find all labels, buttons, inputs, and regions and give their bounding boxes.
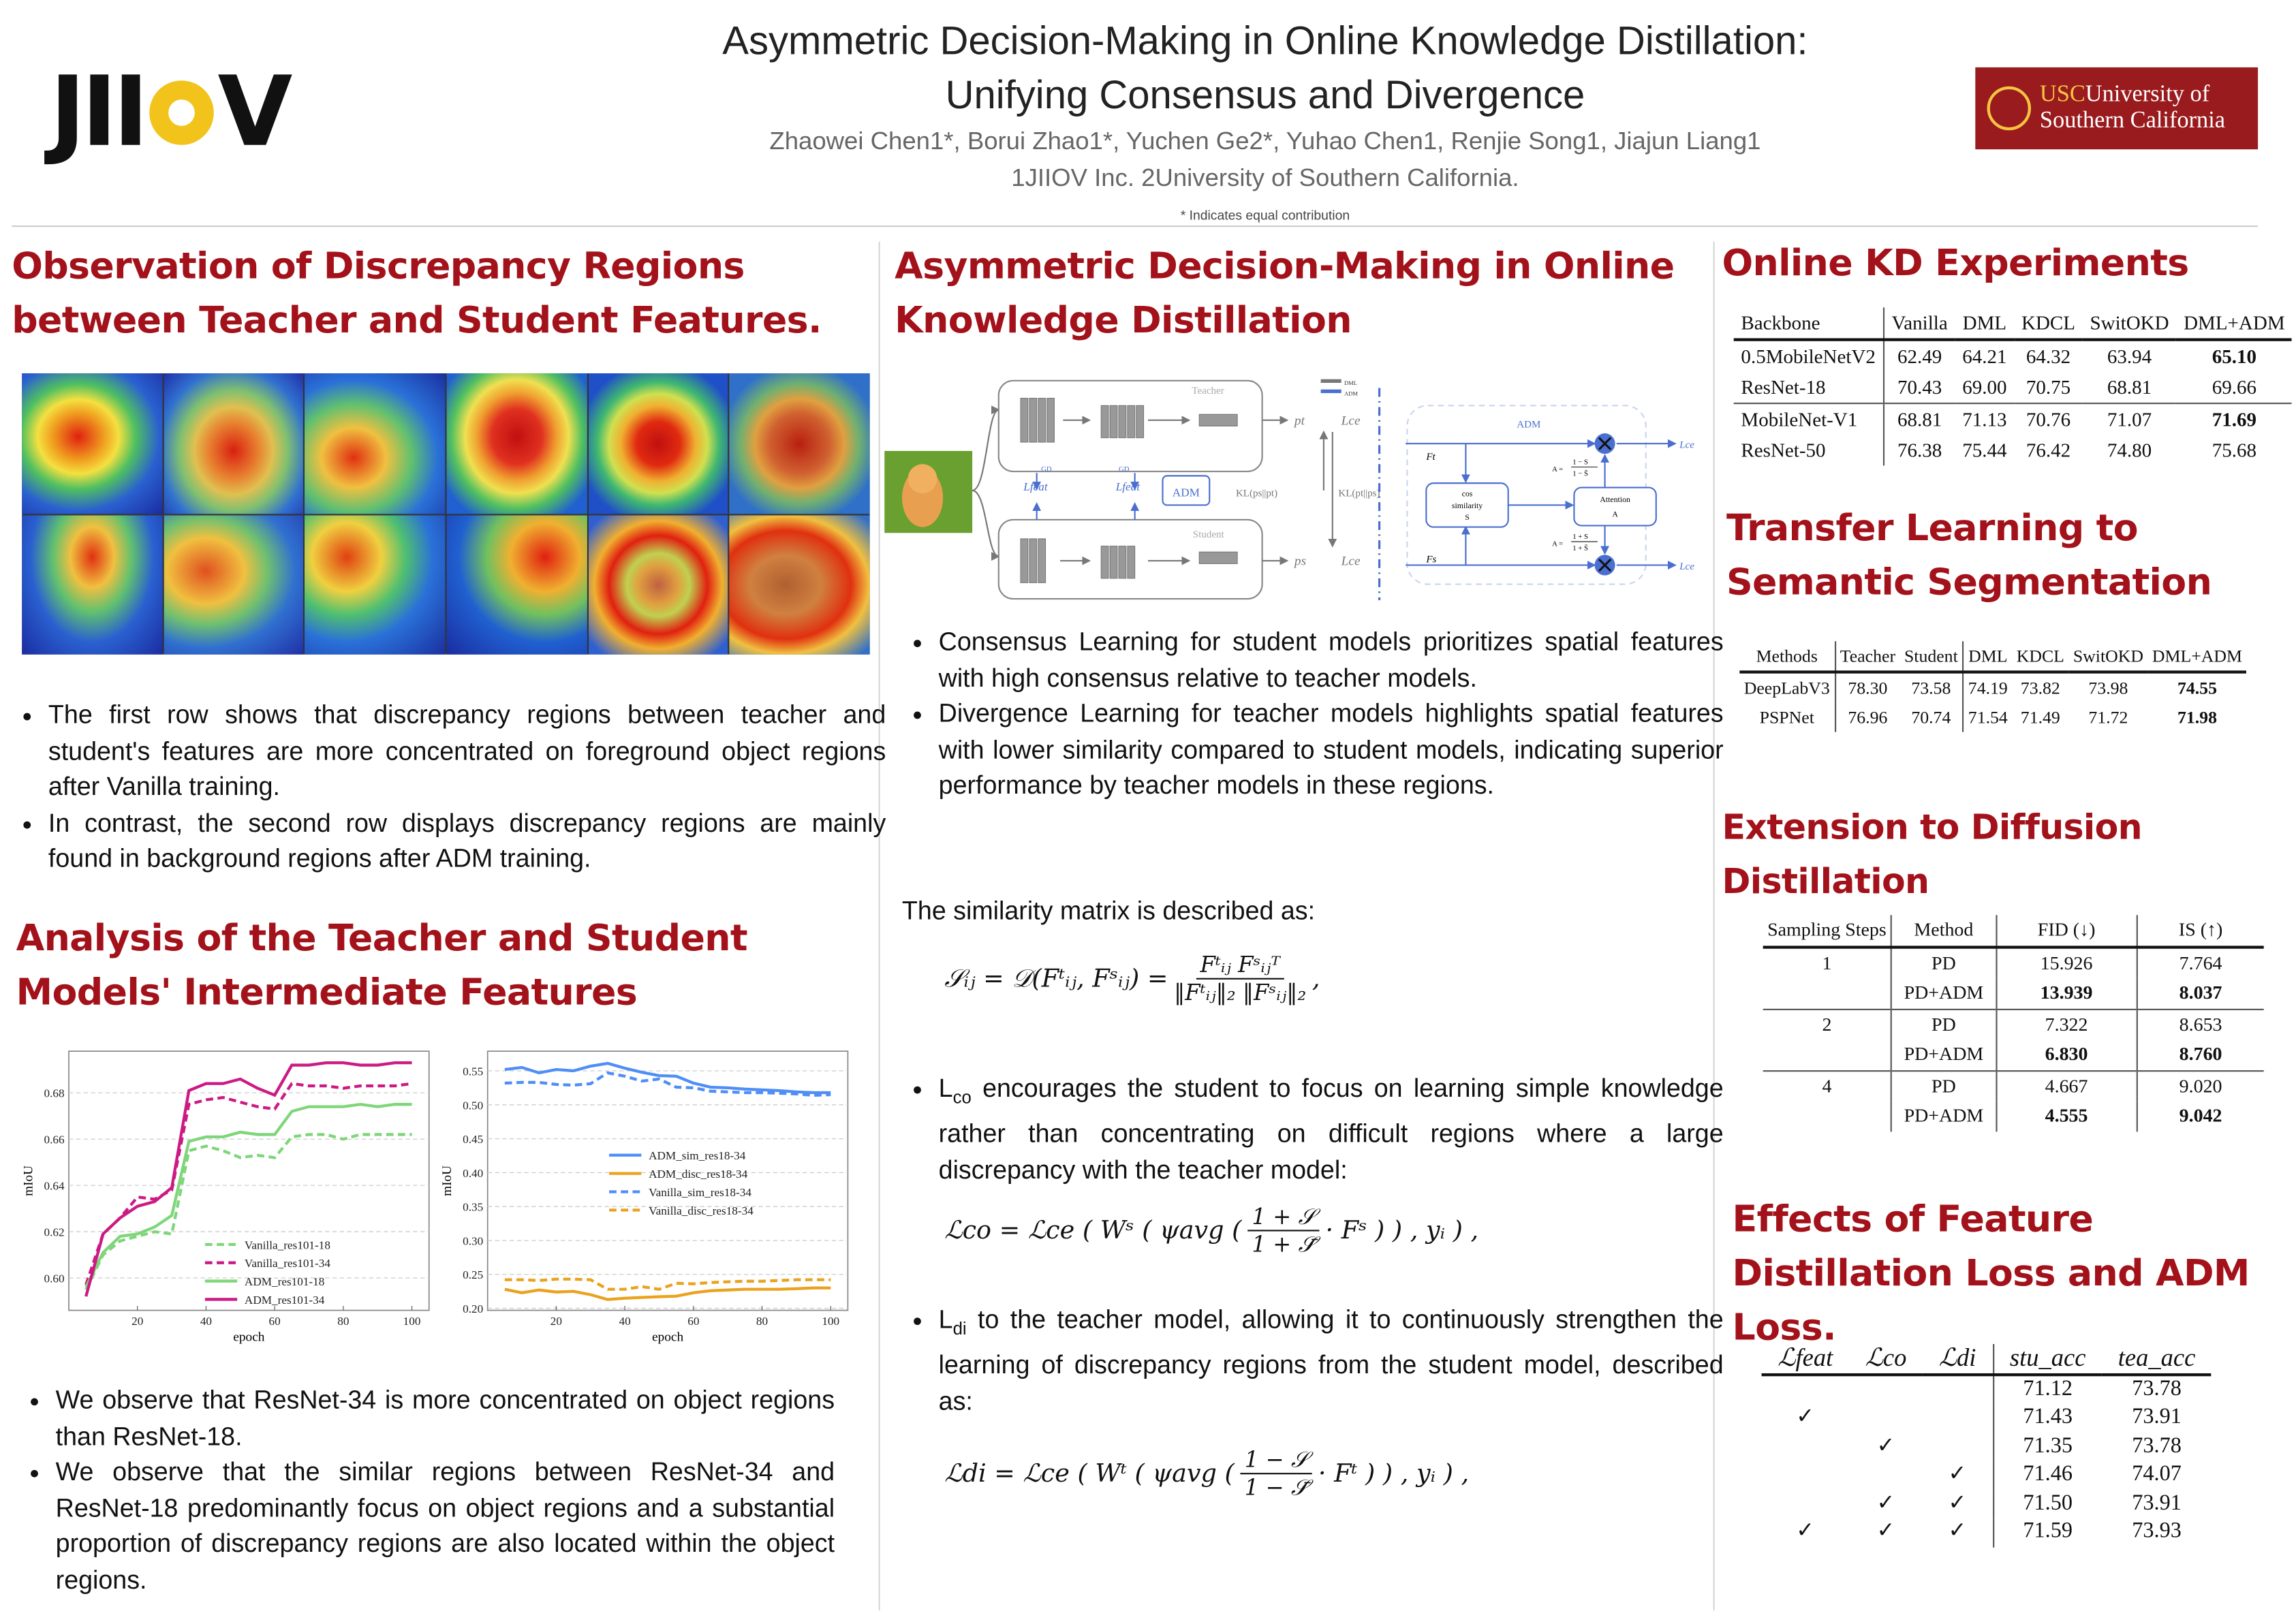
lce-label: Lce <box>1341 413 1361 428</box>
heatmap-image <box>446 373 587 513</box>
eq1-num: Fᵗᵢⱼ Fˢᵢⱼᵀ <box>1196 952 1284 980</box>
table-cell: 9.020 <box>2137 1070 2264 1101</box>
table-header: DML <box>1963 641 2012 672</box>
authors: Zhaowei Chen1*, Borui Zhao1*, Yuchen Ge2*, Yuhao Chen1, Renjie Song1, Jiajun Liang1 <box>769 127 1761 155</box>
table-cell: ResNet-18 <box>1734 372 1884 403</box>
title-line-2: Unifying Consensus and Divergence <box>945 73 1585 117</box>
table-cell: 71.98 <box>2177 706 2217 728</box>
x-tick-label: 20 <box>550 1315 562 1328</box>
heatmap-image <box>305 514 446 654</box>
check-icon-cell <box>1849 1374 1923 1404</box>
table-row <box>1763 1101 2264 1131</box>
section-heading-analysis: Analysis of the Teacher and Student Models' Intermediate Features <box>16 916 747 1014</box>
check-icon-cell <box>1762 1490 1849 1518</box>
check-icon-cell <box>1923 1433 1993 1461</box>
equal-contribution-note: * Indicates equal contribution <box>1180 208 1350 223</box>
table-cell: 73.91 <box>2132 1491 2182 1515</box>
table-cell: 68.81 <box>2107 375 2152 398</box>
table-cell: 74.07 <box>2132 1463 2182 1487</box>
y-axis-label: mIoU <box>439 1165 454 1196</box>
table-cell: 7.322 <box>1996 1009 2137 1040</box>
table-header: Methods <box>1756 644 1818 666</box>
heatmap-image <box>305 373 446 513</box>
kl-ps-pt-label: KL(ps||pt) <box>1235 488 1278 499</box>
header-divider <box>12 225 2258 227</box>
similarity-label: similarity <box>1451 500 1483 510</box>
x-axis-label: epoch <box>233 1330 265 1345</box>
table-cell: 71.59 <box>1993 1518 2102 1547</box>
bullet-item: • The first row shows that discrepancy regions between teacher and student's features are more concentrated on foreground object regions after Vanilla training. <box>48 697 886 805</box>
check-icon-cell: ✓ <box>1948 1491 1967 1515</box>
table-cell: 70.43 <box>1897 375 1942 398</box>
table-row <box>1734 372 2293 403</box>
adm-label: ADM <box>1172 486 1200 499</box>
lfeat-label: Lfeat <box>1115 480 1141 493</box>
check-icon-cell <box>1762 1433 1849 1461</box>
legend-label: ADM_res101-18 <box>244 1275 325 1289</box>
table-header: DML+ADM <box>2184 311 2285 333</box>
check-icon-cell: ✓ <box>1948 1463 1967 1487</box>
diffusion-table <box>1763 915 2264 1131</box>
y-tick-label: 0.60 <box>44 1272 65 1285</box>
plot-area <box>69 1051 429 1310</box>
table-cell: 75.68 <box>2212 438 2256 460</box>
check-icon-cell: ✓ <box>1876 1491 1895 1515</box>
eq1-lhs: 𝒮ᵢⱼ = 𝒟(Fᵗᵢⱼ, Fˢᵢⱼ) = <box>944 964 1168 994</box>
lco-equation <box>944 1204 1478 1258</box>
table-row <box>1763 978 2264 1009</box>
table-cell: 68.81 <box>1897 407 1942 430</box>
kl-pt-ps-label: KL(pt||ps) <box>1338 488 1380 499</box>
x-tick-label: 60 <box>268 1315 281 1328</box>
y-tick-label: 0.20 <box>463 1302 484 1316</box>
discrepancy-bullets <box>19 697 886 876</box>
heatmap-grid <box>22 373 869 655</box>
table-cell: 73.78 <box>2132 1377 2182 1401</box>
section-heading-ablation: Effects of Feature Distillation Loss and ADM Loss. <box>1732 1198 2250 1349</box>
check-icon-cell: ✓ <box>1876 1520 1895 1544</box>
check-icon-cell <box>1849 1461 1923 1490</box>
section-heading-diffusion: Extension to Diffusion Distillation <box>1722 807 2142 902</box>
cos-label: cos <box>1461 488 1473 499</box>
table-cell: PSPNet <box>1759 706 1814 728</box>
heatmap-image <box>588 373 728 513</box>
legend-label: Vanilla_disc_res18-34 <box>649 1204 754 1217</box>
y-tick-label: 0.62 <box>44 1225 65 1239</box>
table-cell: 1 <box>1822 951 1832 973</box>
table-row <box>1739 672 2246 702</box>
ps-label: ps <box>1294 554 1307 569</box>
table-cell: PD+ADM <box>1891 978 1996 1009</box>
lco-symbol: L <box>938 1073 953 1103</box>
jiiov-logo: JII V <box>50 55 288 169</box>
ablation-table <box>1762 1344 2212 1547</box>
table-row <box>1739 703 2246 732</box>
legend-label: Vanilla_res101-18 <box>244 1238 330 1252</box>
table-cell: 71.46 <box>1993 1461 2102 1490</box>
table-cell: 73.91 <box>2132 1405 2182 1430</box>
table-cell: DeepLabV3 <box>1743 677 1830 698</box>
table-cell: 69.00 <box>1962 375 2007 398</box>
table-row <box>1762 1404 2212 1433</box>
table-row <box>1762 1518 2212 1547</box>
table-header-row <box>1762 1344 2212 1374</box>
usc-seal-icon <box>1987 87 2031 130</box>
gd-label: GD <box>1041 465 1052 474</box>
table-cell: PD+ADM <box>1891 1040 1996 1070</box>
y-tick-label: 0.25 <box>463 1268 484 1282</box>
table-row <box>1734 403 2293 435</box>
legend-label: ADM_res101-34 <box>244 1293 325 1307</box>
a-top-num: 1 − S <box>1572 458 1589 467</box>
legend-adm: ADM <box>1344 390 1359 397</box>
table-header: Student <box>1904 644 1958 666</box>
check-icon-cell: ✓ <box>1876 1434 1895 1458</box>
table-header: ℒfeat <box>1778 1344 1833 1373</box>
x-tick-label: 20 <box>131 1315 144 1328</box>
table-header: KDCL <box>2016 644 2064 666</box>
similarity-intro: The similarity matrix is described as: <box>901 896 1316 926</box>
bullet-item: • Consensus Learning for student models prioritizes spatial features with high consensus relative to teacher models. <box>939 624 1724 696</box>
table-cell: PD+ADM <box>1891 1101 1996 1131</box>
table-row <box>1763 1040 2264 1070</box>
check-icon-cell: ✓ <box>1796 1520 1815 1544</box>
x-tick-label: 80 <box>337 1315 350 1328</box>
table-cell: 6.830 <box>1996 1040 2137 1070</box>
table-cell: MobileNet-V1 <box>1734 403 1884 435</box>
table-row <box>1762 1490 2212 1518</box>
table-header: Sampling Steps <box>1767 918 1887 941</box>
table-cell: 76.38 <box>1897 438 1942 460</box>
heatmap-image <box>22 514 162 654</box>
table-cell: 71.13 <box>1962 407 2007 430</box>
a-bot-den: 1 + S̄ <box>1572 544 1589 553</box>
a-eq-top: A = <box>1552 465 1564 474</box>
table-cell: 71.72 <box>2088 706 2128 728</box>
check-icon-cell <box>1923 1374 1993 1404</box>
eq2-num: 1 + 𝒮 <box>1247 1204 1320 1232</box>
y-tick-label: 0.30 <box>463 1234 484 1248</box>
y-tick-label: 0.50 <box>463 1099 484 1112</box>
table-cell: 13.939 <box>1996 978 2137 1009</box>
table-header: Vanilla <box>1891 311 1948 333</box>
x-axis-label: epoch <box>651 1330 684 1345</box>
lco-sub: co <box>952 1087 972 1108</box>
check-icon-cell <box>1923 1404 1993 1433</box>
heatmap-image <box>588 514 728 654</box>
table-row <box>1762 1374 2212 1404</box>
table-cell: 4.555 <box>1996 1101 2137 1131</box>
table-cell: 4 <box>1822 1074 1832 1097</box>
co-bullet <box>910 1070 1724 1187</box>
table-cell: 73.58 <box>1911 677 1951 698</box>
bullet-item: • Divergence Learning for teacher models highlights spatial features with lower similarity compared to student models, indicating superior performance by teacher models in these regions. <box>939 696 1724 803</box>
table-header-row <box>1739 641 2246 672</box>
heatmap-image <box>164 514 304 654</box>
table-cell: 71.69 <box>2212 407 2256 430</box>
table-header: DML+ADM <box>2152 644 2242 666</box>
eq3-den: 1 − 𝒮̄ <box>1244 1474 1308 1501</box>
table-cell: 73.93 <box>2132 1520 2182 1544</box>
table-cell: 74.55 <box>2177 677 2217 698</box>
table-cell: 73.78 <box>2132 1434 2182 1458</box>
table-row <box>1763 1070 2264 1101</box>
lco-text: encourages the student to focus on learning simple knowledge rather than concentrating on difficult regions where a large discrepancy with the teacher model: <box>938 1073 1724 1184</box>
pt-label: pt <box>1294 413 1305 428</box>
y-tick-label: 0.66 <box>44 1133 65 1146</box>
table-cell: 69.66 <box>2212 375 2256 398</box>
usc-logo <box>1975 67 2258 149</box>
lce-label: Lce <box>1341 554 1361 569</box>
x-tick-label: 60 <box>687 1315 700 1328</box>
table-cell: 75.44 <box>1962 438 2007 460</box>
table-cell: 73.98 <box>2088 677 2128 698</box>
legend-label: Vanilla_res101-34 <box>244 1257 330 1270</box>
y-tick-label: 0.45 <box>463 1133 484 1146</box>
table-cell: 71.50 <box>1993 1490 2102 1518</box>
table-cell: 70.74 <box>1911 706 1951 728</box>
table-header: Teacher <box>1835 641 1899 672</box>
table-cell: 63.94 <box>2107 345 2152 367</box>
table-row <box>1763 1009 2264 1040</box>
table-cell: 2 <box>1822 1012 1832 1035</box>
y-tick-label: 0.35 <box>463 1200 484 1214</box>
x-tick-label: 100 <box>403 1315 421 1328</box>
bullet-item: • We observe that the similar regions between ResNet-34 and ResNet-18 predominantly focus on object regions and a substantial proportion of discrepancy regions are also located within the object regions. <box>56 1454 835 1597</box>
eq1-den: ‖Fᵗᵢⱼ‖₂ ‖Fˢᵢⱼ‖₂ <box>1174 979 1307 1006</box>
eq2-lhs: ℒco = ℒce ( Wˢ ( ψavg ( <box>944 1215 1242 1245</box>
usc-mark: USC <box>2039 82 2085 107</box>
bullet-item: • We observe that ResNet-34 is more concentrated on object regions than ResNet-18. <box>56 1382 835 1454</box>
adm-module-title: ADM <box>1517 419 1541 431</box>
eq3-num: 1 − 𝒮 <box>1240 1446 1312 1474</box>
table-header-row <box>1734 307 2293 339</box>
table-header: IS (↑) <box>2137 915 2264 946</box>
plot-area <box>488 1051 848 1310</box>
x-tick-label: 40 <box>200 1315 213 1328</box>
line-chart-res101 <box>14 1042 439 1349</box>
table-cell: ResNet-50 <box>1734 435 1884 465</box>
table-cell: 76.42 <box>2026 438 2071 460</box>
table-cell: PD <box>1891 1009 1996 1040</box>
table-cell: 70.75 <box>2026 375 2071 398</box>
table-cell: 9.042 <box>2137 1101 2264 1131</box>
table-header: ℒco <box>1865 1344 1907 1373</box>
table-cell: 71.07 <box>2107 407 2152 430</box>
title-line-1: Asymmetric Decision-Making in Online Knowledge Distillation: <box>722 18 1808 63</box>
table-cell: 76.96 <box>1835 703 1899 732</box>
table-row <box>1734 340 2293 372</box>
table-cell: 7.764 <box>2137 946 2264 978</box>
attention-label: Attention <box>1600 495 1630 505</box>
table-cell: 8.037 <box>2137 978 2264 1009</box>
section-heading-online-kd: Online KD Experiments <box>1722 241 2189 284</box>
segmentation-table <box>1739 641 2246 732</box>
table-row <box>1762 1461 2212 1490</box>
table-cell <box>1763 1101 1892 1131</box>
eq1-tail: , <box>1312 964 1320 994</box>
table-cell: 71.43 <box>1993 1404 2102 1433</box>
usc-line1: University of <box>2085 82 2210 107</box>
fs-label: Fs <box>1426 554 1437 565</box>
eq3-lhs: ℒdi = ℒce ( Wᵗ ( ψavg ( <box>944 1458 1235 1488</box>
table-header: FID (↓) <box>1996 915 2137 946</box>
ldi-symbol: L <box>938 1304 953 1334</box>
table-header-row <box>1763 915 2264 946</box>
table-cell: 78.30 <box>1835 672 1899 702</box>
ft-label: Ft <box>1426 451 1436 463</box>
heatmap-image <box>446 514 587 654</box>
student-label: Student <box>1192 529 1224 540</box>
eq3-tail: · Fᵗ ) ) , yᵢ ) , <box>1318 1458 1470 1488</box>
section-heading-discrepancy: Observation of Discrepancy Regions between Teacher and Student Features. <box>12 244 822 341</box>
table-header: SwitOKD <box>2090 311 2169 333</box>
check-icon-cell <box>1762 1374 1849 1404</box>
table-cell: 64.32 <box>2026 345 2071 367</box>
table-header: KDCL <box>2021 311 2075 333</box>
table-header: Method <box>1891 915 1996 946</box>
y-axis-label: mIoU <box>21 1165 36 1196</box>
table-cell: 65.10 <box>2212 345 2256 367</box>
y-tick-label: 0.64 <box>44 1179 65 1193</box>
di-bullet <box>910 1302 1724 1419</box>
legend-label: ADM_disc_res18-34 <box>649 1168 748 1181</box>
check-icon-cell <box>1849 1404 1923 1433</box>
table-header: Backbone <box>1734 307 1884 339</box>
table-row <box>1734 435 2293 465</box>
table-cell: 71.54 <box>1963 703 2012 732</box>
framework-diagram <box>884 373 1705 608</box>
ldi-equation <box>944 1446 1469 1501</box>
table-cell: 71.12 <box>1993 1374 2102 1404</box>
affiliations: 1JIIOV Inc. 2University of Southern California. <box>1011 163 1519 192</box>
table-cell <box>1763 1040 1892 1070</box>
table-row <box>1763 946 2264 978</box>
a-label: A <box>1612 509 1618 519</box>
table-cell: 74.80 <box>2107 438 2152 460</box>
y-tick-label: 0.40 <box>463 1166 484 1180</box>
legend-adm-swatch <box>1321 390 1341 393</box>
table-cell: 71.49 <box>2020 706 2060 728</box>
heatmap-image <box>164 373 304 513</box>
table-cell: 15.926 <box>1996 946 2137 978</box>
table-cell <box>1763 978 1892 1009</box>
x-tick-label: 40 <box>619 1315 631 1328</box>
table-cell: 73.82 <box>2020 677 2060 698</box>
lfeat-label: Lfeat <box>1023 480 1048 493</box>
y-tick-label: 0.55 <box>463 1065 484 1078</box>
table-header: stu_acc <box>1993 1344 2102 1374</box>
usc-line2: Southern California <box>2039 108 2226 134</box>
gd-label: GD <box>1119 465 1130 474</box>
column-divider <box>879 242 880 1611</box>
x-tick-label: 80 <box>756 1315 769 1328</box>
bullet-item <box>939 1070 1724 1187</box>
table-cell: PD <box>1891 1070 1996 1101</box>
bullet-item <box>939 1302 1724 1419</box>
poster-title <box>557 14 1974 123</box>
table-cell: 74.19 <box>1963 672 2012 702</box>
check-icon-cell: ✓ <box>1948 1520 1967 1544</box>
table-cell: 0.5MobileNetV2 <box>1734 340 1884 372</box>
table-cell: 71.35 <box>1993 1433 2102 1461</box>
legend-dml: DML <box>1344 379 1358 387</box>
kitten-input-image <box>884 451 972 533</box>
table-header: DML <box>1962 311 2007 333</box>
table-cell: 4.667 <box>1996 1070 2137 1101</box>
table-cell: 70.76 <box>2026 407 2071 430</box>
multiply-icon <box>1595 555 1615 576</box>
adm-lce-bottom: Lce <box>1679 561 1694 573</box>
heatmap-image <box>730 514 870 654</box>
legend-label: Vanilla_sim_res18-34 <box>649 1185 751 1199</box>
eq2-den: 1 + 𝒮̄ <box>1252 1231 1316 1258</box>
legend-label: ADM_sim_res18-34 <box>649 1149 746 1163</box>
x-tick-label: 100 <box>822 1315 840 1328</box>
ldi-sub: di <box>952 1318 967 1339</box>
y-tick-label: 0.68 <box>44 1087 65 1100</box>
attention-box <box>1574 488 1656 526</box>
line-chart-sim-disc <box>433 1042 858 1349</box>
section-heading-adm: Asymmetric Decision-Making in Online Knowledge Distillation <box>895 244 1675 341</box>
a-top-den: 1 − S̄ <box>1572 469 1589 478</box>
table-row <box>1762 1433 2212 1461</box>
check-icon-cell: ✓ <box>1796 1405 1815 1430</box>
table-cell: 62.49 <box>1897 345 1942 367</box>
legend-dml-swatch <box>1321 379 1341 383</box>
bullet-item: • In contrast, the second row displays discrepancy regions are mainly found in background regions after ADM training. <box>48 805 886 876</box>
heatmap-image <box>22 373 162 513</box>
online-kd-table <box>1734 307 2293 465</box>
heatmap-image <box>730 373 870 513</box>
analysis-bullets <box>27 1382 835 1597</box>
eq2-tail: · Fˢ ) ) , yᵢ ) , <box>1325 1215 1479 1245</box>
table-header: SwitOKD <box>2073 644 2144 666</box>
table-cell: 8.653 <box>2137 1009 2264 1040</box>
ldi-text: to the teacher model, allowing it to continuously strengthen the learning of discrepancy regions from the student model, described as: <box>938 1304 1724 1416</box>
table-cell: PD <box>1891 946 1996 978</box>
adm-bullets <box>910 624 1724 803</box>
a-bot-num: 1 + S <box>1572 532 1589 541</box>
table-header: tea_acc <box>2117 1344 2196 1373</box>
similarity-equation <box>944 952 1320 1006</box>
table-cell: 64.21 <box>1962 345 2007 367</box>
check-icon-cell <box>1762 1461 1849 1490</box>
a-eq-bottom: A = <box>1552 540 1564 548</box>
table-cell: 8.760 <box>2137 1040 2264 1070</box>
adm-lce-top: Lce <box>1679 439 1694 451</box>
multiply-icon <box>1595 433 1615 454</box>
section-heading-segmentation: Transfer Learning to Semantic Segmentation <box>1726 506 2212 604</box>
table-header: ℒdi <box>1938 1344 1976 1373</box>
s-label: S <box>1465 512 1470 522</box>
teacher-label: Teacher <box>1192 386 1224 397</box>
